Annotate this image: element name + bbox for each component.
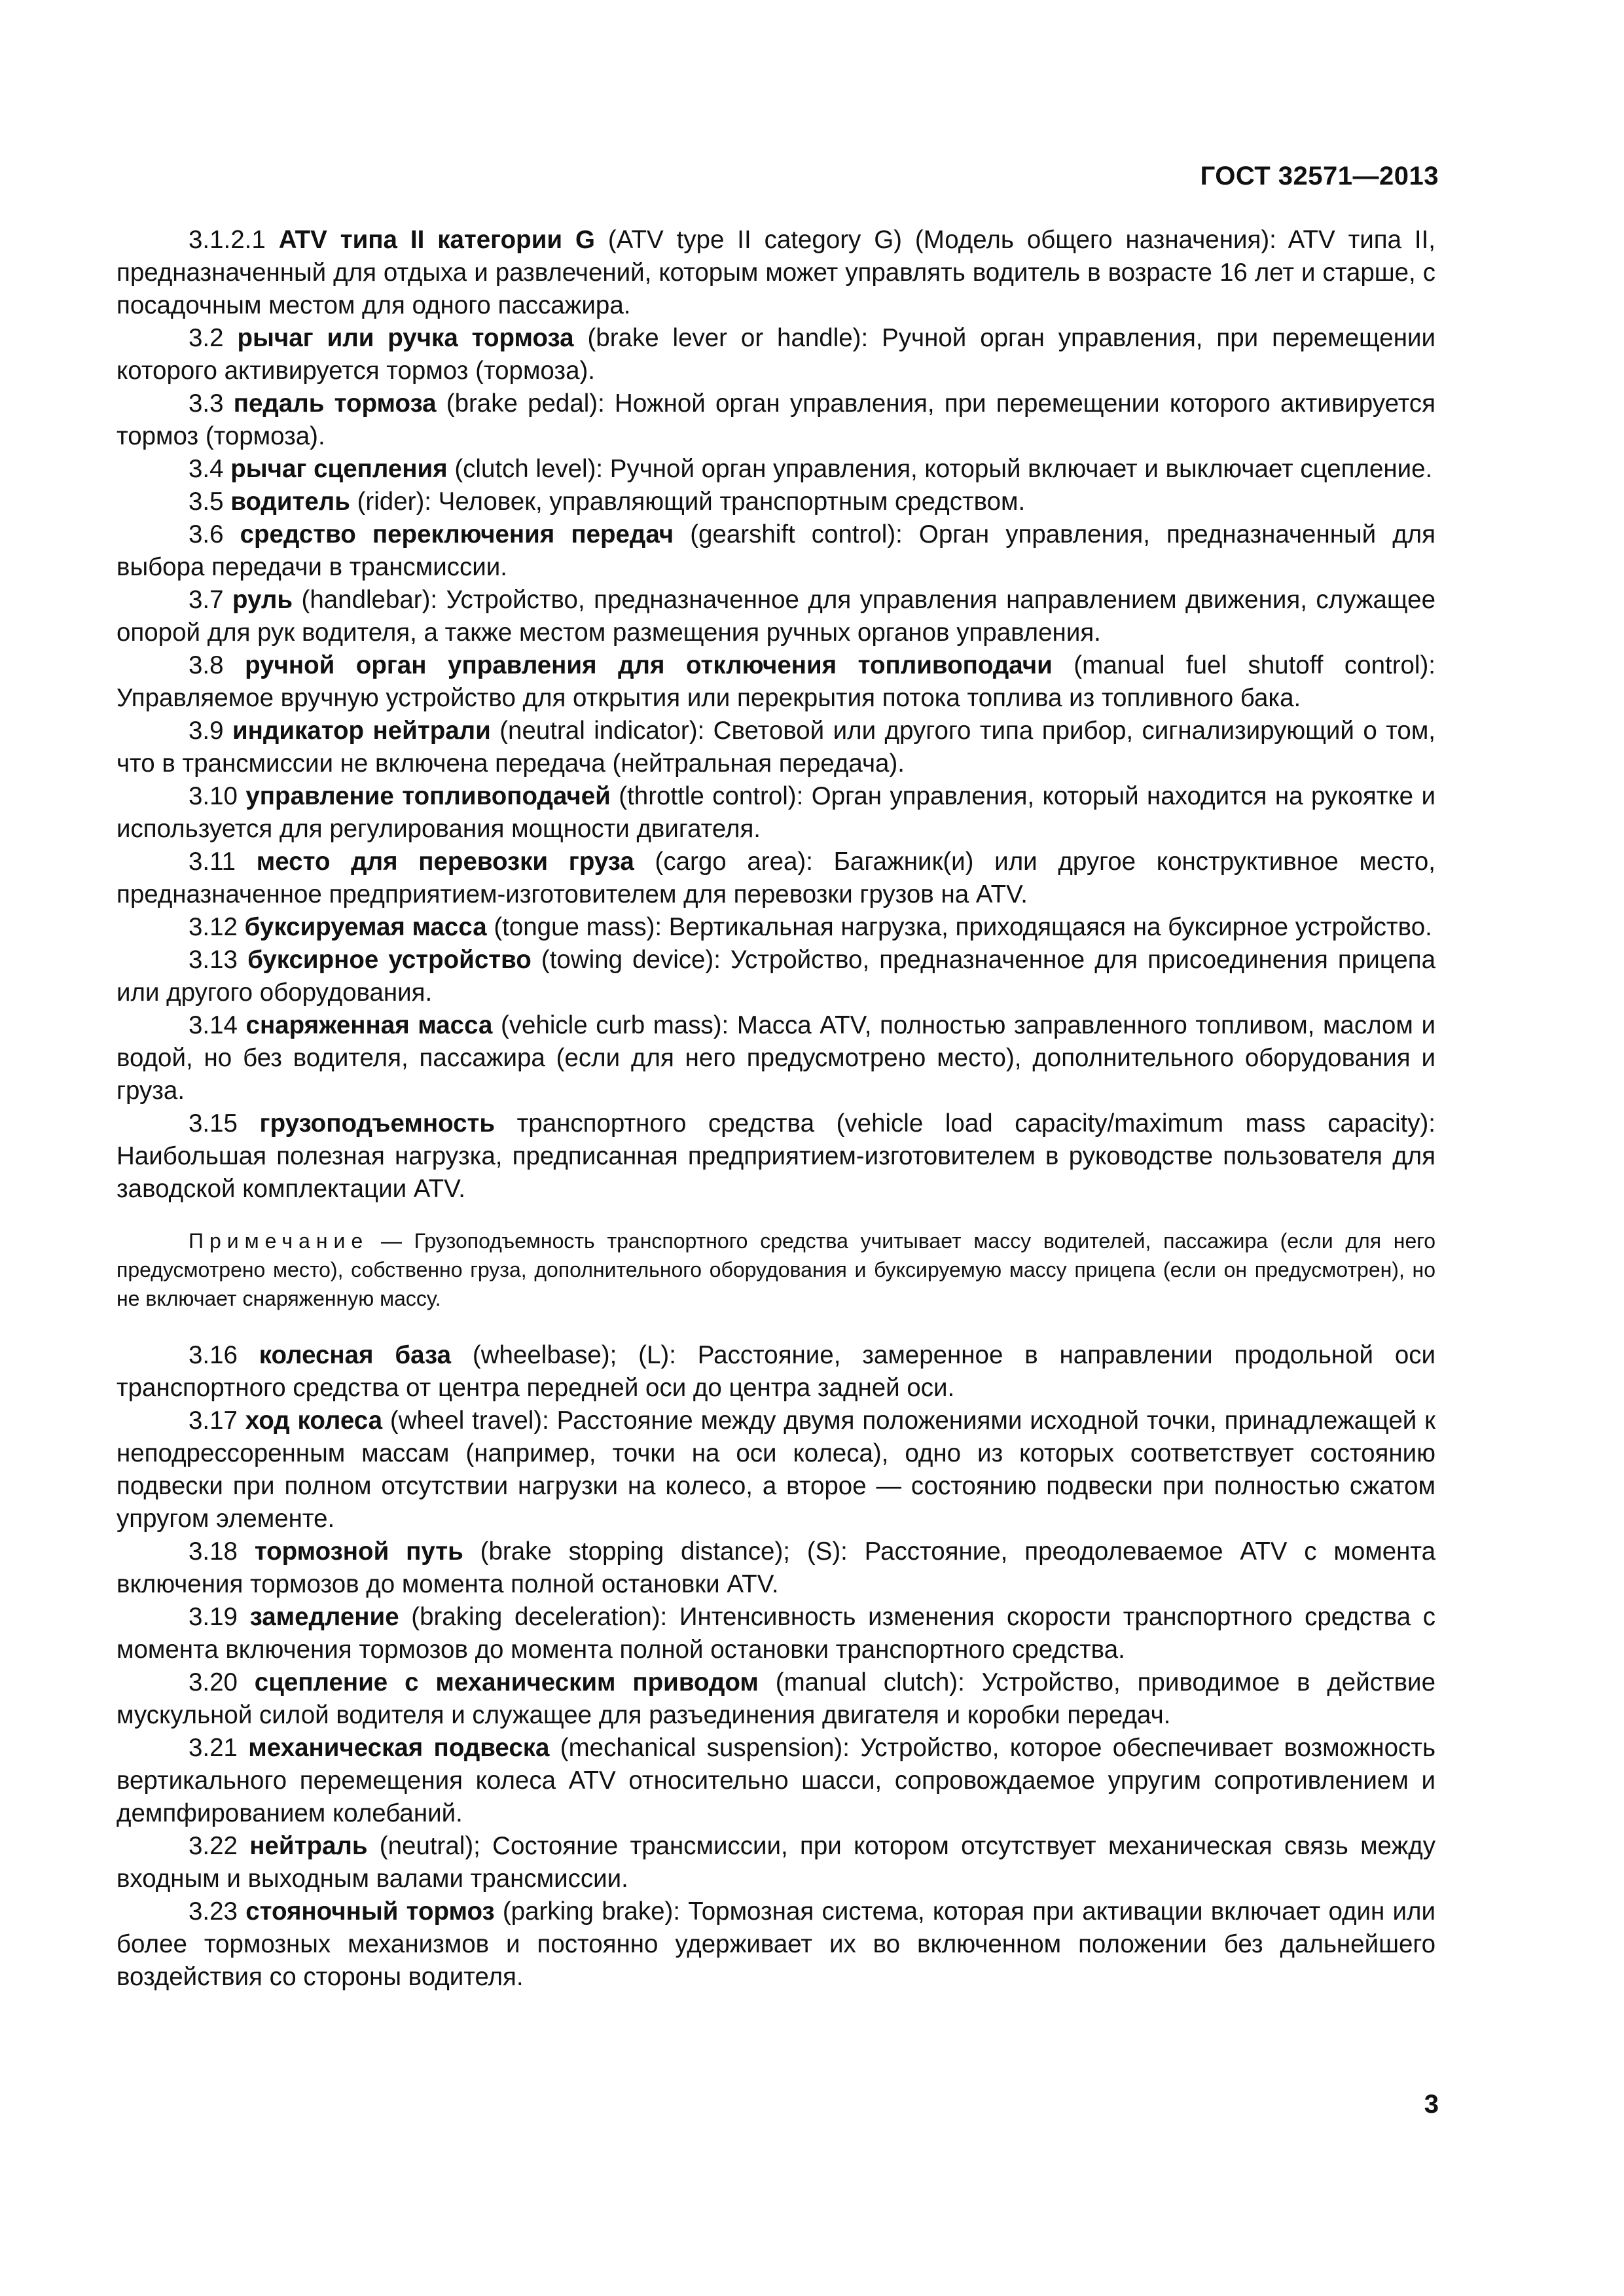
definition-term: сцепление с механическим приводом xyxy=(254,1668,759,1696)
definition-number: 3.9 xyxy=(189,717,224,745)
definitions-list-continued xyxy=(117,1339,1435,1994)
definition-paragraph xyxy=(117,1405,1435,1535)
definition-text: (clutch level): Ручной орган управления, который включает и выключает сцепление. xyxy=(447,455,1433,483)
definition-text: (cargo area): Багажник(и) или другое конструктивное место, предназначенное предприятием-изготовителем для перевозки грузов на ATV. xyxy=(117,848,1435,908)
definition-term: буксирное устройство xyxy=(247,946,532,974)
definition-text: (brake stopping distance); (S): Расстояние, преодолеваемое ATV с момента включения тормозов до момента полной остановки ATV. xyxy=(117,1537,1435,1598)
definition-paragraph xyxy=(117,518,1435,584)
definition-number: 3.14 xyxy=(189,1011,238,1039)
definition-number: 3.18 xyxy=(189,1537,238,1566)
definition-text: (manual fuel shutoff control): Управляемое вручную устройство для открытия или перекрытия потока топлива из топливного бака. xyxy=(117,651,1435,712)
definition-paragraph xyxy=(117,1732,1435,1830)
definition-text: (gearshift control): Орган управления, предназначенный для выбора передачи в трансмиссии. xyxy=(117,520,1435,581)
definition-number: 3.6 xyxy=(189,520,224,548)
definition-term: управление топливоподачей xyxy=(245,782,611,810)
definition-number: 3.13 xyxy=(189,946,238,974)
definition-term: руль xyxy=(232,586,293,614)
definition-term: снаряженная масса xyxy=(245,1011,493,1039)
definition-term: стояночный тормоз xyxy=(245,1897,495,1926)
definition-text: (neutral indicator): Световой или другого типа прибор, сигнализирующий о том, что в трансмиссии не включена передача (нейтральная передача). xyxy=(117,717,1435,778)
definition-number: 3.7 xyxy=(189,586,224,614)
definition-paragraph xyxy=(117,1830,1435,1895)
definition-paragraph xyxy=(117,1009,1435,1107)
definition-paragraph xyxy=(117,322,1435,387)
definition-term: водитель xyxy=(230,488,350,516)
definition-text: (handlebar): Устройство, предназначенное для управления направлением движения, служащее опорой для рук водителя, а также местом размещения ручных органов управления. xyxy=(117,586,1435,647)
definition-number: 3.22 xyxy=(189,1832,238,1860)
definition-paragraph xyxy=(117,1895,1435,1994)
definition-term: тормозной путь xyxy=(254,1537,463,1566)
note-text: — Грузоподъемность транспортного средства учитывает массу водителей, пассажира (если для него предусмотрено место), собственно груза, дополнительного оборудования и буксируемую массу прицепа (если он предусмотрен), но не включает снаряженную массу. xyxy=(117,1229,1435,1310)
definition-number: 3.4 xyxy=(189,455,224,483)
definition-number: 3.17 xyxy=(189,1407,238,1435)
definitions-list xyxy=(117,224,1435,1206)
definition-paragraph xyxy=(117,944,1435,1009)
definition-number: 3.12 xyxy=(189,913,238,941)
definition-text: (brake lever or handle): Ручной орган управления, при перемещении которого активируется тормоз (тормоза). xyxy=(117,324,1435,385)
definition-term: замедление xyxy=(249,1603,399,1631)
definition-term: ход колеса xyxy=(245,1407,383,1435)
definition-paragraph xyxy=(117,1601,1435,1666)
definition-paragraph xyxy=(117,486,1435,518)
definition-text: (towing device): Устройство, предназначенное для присоединения прицепа или другого оборудования. xyxy=(117,946,1435,1007)
definition-paragraph xyxy=(117,780,1435,846)
definition-text: (wheelbase); (L): Расстояние, замеренное в направлении продольной оси транспортного средства от центра передней оси до центра задней оси. xyxy=(117,1341,1435,1402)
definition-text: (ATV type II category G) (Модель общего назначения): ATV типа II, предназначенный для отдыха и развлечений, которым может управлять водитель в возрасте 16 лет и старше, с посадочным местом для одного пассажира. xyxy=(117,226,1435,319)
definition-term: место для перевозки груза xyxy=(256,848,634,876)
definition-paragraph xyxy=(117,1107,1435,1206)
definition-paragraph xyxy=(117,1339,1435,1405)
definition-text: (vehicle curb mass): Масса ATV, полностью заправленного топливом, маслом и водой, но без водителя, пассажира (если для него предусмотрено место), дополнительного оборудования и груза. xyxy=(117,1011,1435,1105)
definition-number: 3.10 xyxy=(189,782,238,810)
definition-paragraph xyxy=(117,224,1435,322)
definition-text: (braking deceleration): Интенсивность изменения скорости транспортного средства с момента включения тормозов до момента полной остановки транспортного средства. xyxy=(117,1603,1435,1664)
definition-number: 3.15 xyxy=(189,1109,238,1138)
definition-term: нейтраль xyxy=(249,1832,368,1860)
definition-paragraph xyxy=(117,387,1435,453)
definition-number: 3.20 xyxy=(189,1668,238,1696)
definition-number: 3.19 xyxy=(189,1603,238,1631)
definition-term: колесная база xyxy=(259,1341,452,1369)
definition-term: грузоподъемность xyxy=(259,1109,496,1138)
definition-paragraph xyxy=(117,846,1435,911)
definition-text: транспортного средства (vehicle load capacity/maximum mass capacity): Наибольшая полезная нагрузка, предписанная предприятием-изготовителем в руководстве пользователя для заводской комплектации ATV. xyxy=(117,1109,1435,1203)
definition-text: (tongue mass): Вертикальная нагрузка, приходящаяся на буксирное устройство. xyxy=(486,913,1432,941)
definition-number: 3.1.2.1 xyxy=(189,226,266,254)
definition-term: педаль тормоза xyxy=(233,389,437,418)
definition-text: (brake pedal): Ножной орган управления, при перемещении которого активируется тормоз (тормоза). xyxy=(117,389,1436,450)
definition-number: 3.2 xyxy=(189,324,224,352)
definition-number: 3.5 xyxy=(189,488,224,516)
definition-text: (manual clutch): Устройство, приводимое в действие мускульной силой водителя и служащее для разъединения двигателя и коробки передач. xyxy=(117,1668,1435,1729)
definition-paragraph xyxy=(117,1535,1435,1601)
document-body xyxy=(117,224,1435,1994)
definition-number: 3.8 xyxy=(189,651,224,679)
definition-paragraph xyxy=(117,1666,1435,1732)
definition-number: 3.3 xyxy=(189,389,224,418)
definition-term: ATV типа II категории G xyxy=(278,226,595,254)
definition-paragraph xyxy=(117,715,1435,780)
definition-text: (throttle control): Орган управления, который находится на рукоятке и используется для регулирования мощности двигателя. xyxy=(117,782,1435,843)
document-header: ГОСТ 32571—2013 xyxy=(1200,162,1439,190)
definition-number: 3.23 xyxy=(189,1897,238,1926)
definition-text: (mechanical suspension): Устройство, которое обеспечивает возможность вертикального перемещения колеса ATV относительно шасси, сопровождаемое упругим сопротивлением и демпфированием колебаний. xyxy=(117,1734,1435,1827)
note xyxy=(117,1227,1435,1313)
definition-text: (wheel travel): Расстояние между двумя положениями исходной точки, принадлежащей к неподрессоренным массам (например, точки на оси колеса), одно из которых соответствует состоянию подвески при полном отсутствии нагрузки на колесо, а второе — состоянию подвески при полностью сжатом упругом элементе. xyxy=(117,1407,1435,1533)
definition-term: буксируемая масса xyxy=(244,913,487,941)
definition-paragraph xyxy=(117,649,1435,715)
definition-term: рычаг или ручка тормоза xyxy=(237,324,574,352)
definition-text: (neutral); Состояние трансмиссии, при котором отсутствует механическая связь между входным и выходным валами трансмиссии. xyxy=(117,1832,1435,1893)
definition-term: индикатор нейтрали xyxy=(232,717,491,745)
definition-paragraph xyxy=(117,911,1435,944)
definition-term: рычаг сцепления xyxy=(230,455,448,483)
definition-text: (rider): Человек, управляющий транспортным средством. xyxy=(350,488,1026,516)
definition-number: 3.21 xyxy=(189,1734,238,1762)
definition-paragraph xyxy=(117,453,1435,486)
definition-number: 3.16 xyxy=(189,1341,238,1369)
definition-term: средство переключения передач xyxy=(240,520,674,548)
definition-number: 3.11 xyxy=(189,848,236,876)
definition-term: ручной орган управления для отключения топливоподачи xyxy=(245,651,1053,679)
page-number: 3 xyxy=(1424,2090,1439,2119)
definition-term: механическая подвеска xyxy=(248,1734,550,1762)
definition-text: (parking brake): Тормозная система, которая при активации включает один или более тормозных механизмов и постоянно удерживает их во включенном положении без дальнейшего воздействия со стороны водителя. xyxy=(117,1897,1436,1991)
note-label: Примечание xyxy=(189,1229,369,1253)
definition-paragraph xyxy=(117,584,1435,649)
